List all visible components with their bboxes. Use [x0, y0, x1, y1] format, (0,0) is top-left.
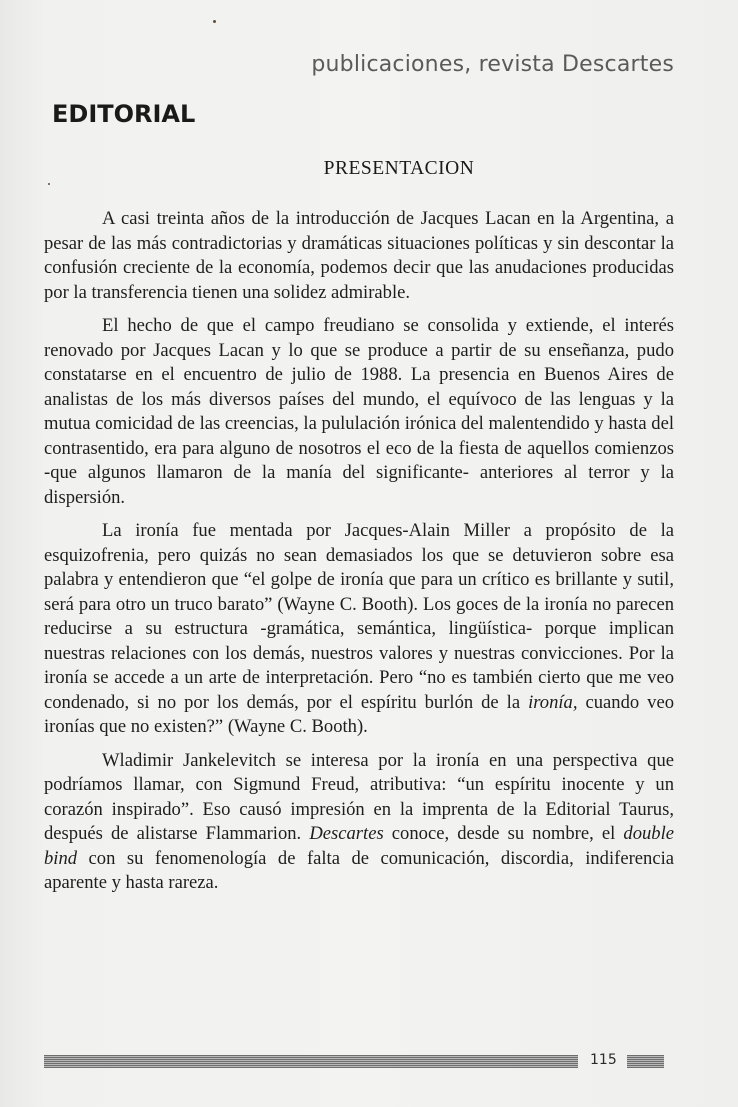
ink-speck: [213, 20, 216, 23]
article-title: PRESENTACION: [323, 158, 475, 179]
text-run: La ironía fue mentada por Jacques-Alain Miller a propósito de la esquizofrenia, pero quizás no sean demasiados los que se detuvieron sobre esa palabra y entendieron que “el golpe de ironía que para un crítico es brillante y sutil, será para otro un truco barato” (Wayne C. Booth). Los goces de la ironía no parecen reducirse a su estructura -gramática, semántica, lingüística- porque implican nuestras relaciones con los demás, nuestros valores y nuestras convicciones. Por la ironía se accede a un arte de interpretación. Pero “no es también cierto que me veo condenado, si no por los demás, por el espíritu burlón de la: [44, 520, 674, 713]
article-body: [44, 207, 674, 905]
italic-run: double bind: [44, 823, 674, 869]
ink-speck: [48, 183, 50, 185]
paragraph: [44, 207, 674, 305]
paragraph: [44, 519, 674, 740]
italic-run: Descartes: [309, 823, 384, 844]
text-run: A casi treinta años de la introducción de Jacques Lacan en la Argentina, a pesar de las más contradictorias y dramáticas situaciones políticas y sin descontar la confusión creciente de la economía, podemos decir que las anudaciones producidas por la transferencia tienen una solidez admirable.: [44, 208, 674, 303]
text-run: Wladimir Jankelevitch se interesa por la ironía en una perspectiva que podríamos llamar, con Sigmund Freud, atributiva: “un espíritu inocente y un corazón inspirado”. Eso causó impresión en la imprenta de la Editorial Taurus, después de alistarse Flammarion.: [44, 749, 674, 844]
page-number: 115: [590, 1052, 617, 1068]
text-run: con su fenomenología de falta de comunicación, discordia, indiferencia aparente y hasta rareza.: [44, 847, 674, 893]
text-run: cuando veo ironías que no existen?” (Wayne C. Booth).: [44, 691, 674, 737]
running-head: publicaciones, revista Descartes: [311, 52, 674, 77]
text-run: conoce, desde su nombre, el: [383, 823, 624, 844]
text-run: El hecho de que el campo freudiano se consolida y extiende, el interés renovado por Jacques Lacan y lo que se produce a partir de su enseñanza, pudo constatarse en el encuentro de julio de 1988. La presencia en Buenos Aires de analistas de los más diversos países del mundo, el equívoco de las lenguas y la mutua comicidad de las creencias, la pululación irónica del malentendido y hasta del contrasentido, era para alguno de nosotros el eco de la fiesta de aquellos comienzos -que algunos llamaron de la manía del significante- anteriores al terror y la dispersión.: [44, 315, 674, 508]
footer-rule-right: [627, 1055, 664, 1068]
italic-run: ironía,: [528, 691, 578, 713]
paragraph: [44, 749, 674, 896]
paragraph: [44, 314, 674, 510]
footer-rule-left: [44, 1055, 578, 1068]
section-label: EDITORIAL: [52, 100, 196, 128]
